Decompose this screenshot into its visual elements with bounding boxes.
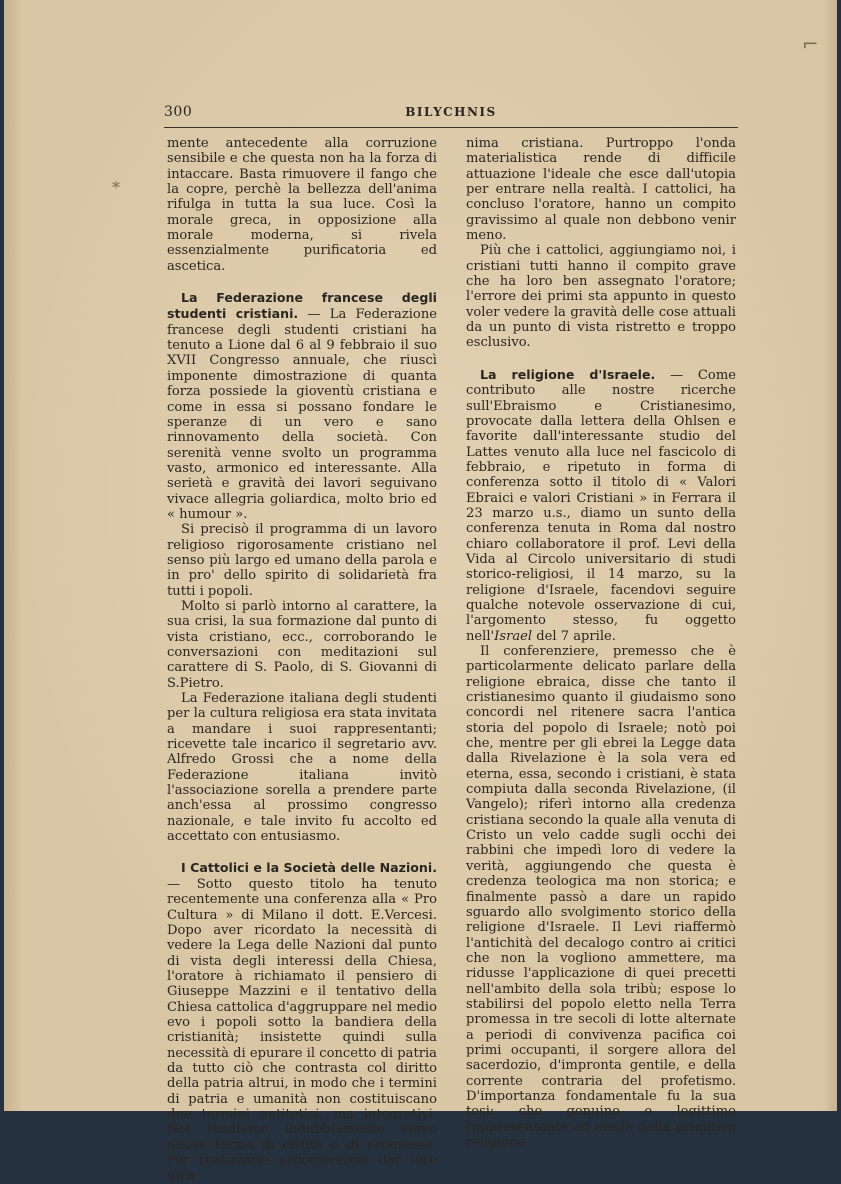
book-page xyxy=(4,0,837,1184)
page-number: 300 xyxy=(164,104,193,120)
header-rule xyxy=(164,127,738,128)
left-column xyxy=(167,136,437,1184)
running-title: BILYCHNIS xyxy=(405,105,497,119)
paragraph-french-federation xyxy=(167,290,437,522)
paragraph-lecturer: Il conferenziere, premesso che è particolarmente delicato parlare della religione ebraica, disse che tanto il cristianesimo quanto il giudaismo sono concordi nel ritenere sacra l'antica storia del popolo di Israele; notò poi che, mentre per gli ebrei la Legge data dalla Rivelazione è la sola vera ed eterna, essa, secondo i cristiani, è stata compiuta dalla seconda Rivelazione, (il Vangelo); riferì intorno alla credenza cristiana secondo la quale alla venuta di Cristo un velo cadde sugli occhi dei rabbini che impedì loro di vedere la verità, aggiungendo che questa è credenza teologica ma non storica; e finalmente passò a dare un rapido sguardo allo svolgimento storico della religione d'Israele. Il Levi riaffermò l'antichità del decalogo contro ai critici che non la vogliono ammettere, ma ridusse l'applicazione di quei precetti nell'ambito della sola tribù; espose lo stabilirsi del popolo eletto nella Terra promessa in tre secoli di lotte alternate a periodi di convivenza pacifica coi primi occupanti, il sorgere allora del sacerdozio, d'impronta gentile, e della corrente contraria del profetismo. D'importanza fondamentale fu la sua tesi: che genuino e legittimo rappresentante ed erede della primitiva religione xyxy=(466,644,736,1150)
page-header xyxy=(164,104,738,126)
paragraph-greek-morality: mente antecedente alla corruzione sensibile e che questa non ha la forza di intaccare. Basta rimuovere il fango che la copre, perchè la bellezza dell'anima rifulga in tutta la sua luce. Così la morale greca, in opposizione alla morale moderna, si rivela essenzialmente purificatoria ed ascetica. xyxy=(167,136,437,274)
paragraph-text: — Come contributo alle nostre ricerche sull'Ebraismo e Cristianesimo, provocate dalla lettera della Ohlsen e favorite dall'interessante studio del Lattes venuto alla luce nel fascicolo di febbraio, e ripetuto in forma di conferenza sotto il titolo di « Valori Ebraici e valori Cristiani » in Ferrara il 23 marzo u.s., diamo un sunto della conferenza tenuta in Roma dal nostro chiaro collaboratore il prof. Levi della Vida al Circolo universitario di studi storico-religiosi, il 14 marzo, su la religione d'Israele, facendovi seguire qualche notevole osservazione di cui, l'argomento stesso, fu oggetto nell' xyxy=(466,367,736,644)
paragraph-character: Molto si parlò intorno al carattere, la sua crisi, la sua formazione dal punto di vista cristiano, ecc., corroborando le conversazioni con meditazioni sul carattere di S. Paolo, di S. Giovanni di S.Pietro. xyxy=(167,598,437,691)
paragraph-program: Si precisò il programma di un lavoro religioso rigorosamente cristiano nel senso più largo ed umano della parola e in pro' dello spirito di solidarietà fra tutti i popoli. xyxy=(167,522,437,599)
paragraph-italian-federation: La Federazione italiana degli studenti per la cultura religiosa era stata invitata a mandare i suoi rappresentanti; ricevette tale incarico il segretario avv. Alfredo Grossi che a nome della Federazione italiana invitò l'associazione sorella a prendere parte anch'essa al prossimo congresso nazionale, e tale invito fu accolto ed accettato con entusiasmo. xyxy=(167,691,437,845)
paragraph-our-comment: Più che i cattolici, aggiungiamo noi, i cristiani tutti hanno il compito grave che ha loro ben assegnato l'oratore; l'errore dei primi sta appunto in questo voler vedere la gravità delle cose attuali da un punto di vista ristretto e troppo esclusivo. xyxy=(466,243,736,351)
journal-title: Israel xyxy=(494,628,533,644)
section-heading-israel-religion: La religione d'Israele. xyxy=(480,366,656,382)
paragraph-israel-religion xyxy=(466,367,736,644)
paragraph-catholics-league xyxy=(167,860,437,1183)
section-heading-catholics-league: I Cattolici e la Società delle Nazioni. xyxy=(181,860,437,876)
paragraph-text: — Sotto questo titolo ha tenuto recentemente una conferenza alla « Pro Cultura » di Milano il dott. E.Vercesi. Dopo aver ricordato la necessità di vedere la Lega delle Nazioni dal punto di vista degli interessi della Chiesa, l'oratore à richiamato il pensiero di Giuseppe Mazzini e il tentativo della Chiesa cattolica d'aggruppare nel medio evo i popoli sotto la bandiera della cristianità; insistette quindi sulla necessità di epurare il concetto di patria da tutto ciò che contrasta col diritto della patria altrui, in modo che i termini di patria e umanità non costituiscano due termini antitetici, ma integrativi. Noi tendiamo indubbiamente verso nuove forme di civiltà e di progresso. Per realizzarle occorrerebbe dar loro un'a- xyxy=(167,876,437,1184)
right-column xyxy=(466,136,736,1150)
paragraph-christian-soul: nima cristiana. Purtroppo l'onda materialistica rende di difficile attuazione l'ideale che esce dall'utopia per entrare nella realtà. I cattolici, ha concluso l'oratore, hanno un compito gravissimo al quale non debbono venir meno. xyxy=(466,136,736,244)
page-tear-mark: ⌐ xyxy=(802,32,819,56)
paragraph-text: del 7 aprile. xyxy=(532,628,616,644)
page-stain: * xyxy=(112,178,120,197)
section-heading-french-federation: La Federazione francese degli studenti cristiani. xyxy=(167,290,437,322)
paragraph-text: — La Federazione francese degli studenti cristiani ha tenuto a Lione dal 6 al 9 febbraio il suo XVII Congresso annuale, che riuscì imponente dimostrazione di quanta forza possiede la gioventù cristiana e come in essa si possano fondare le speranze di un vero e sano rinnovamento della società. Con serenità venne svolto un programma vasto, armonico ed interessante. Alla serietà e gravità dei lavori seguivano vivace allegria goliardica, molto brio ed « humour ». xyxy=(167,307,437,522)
